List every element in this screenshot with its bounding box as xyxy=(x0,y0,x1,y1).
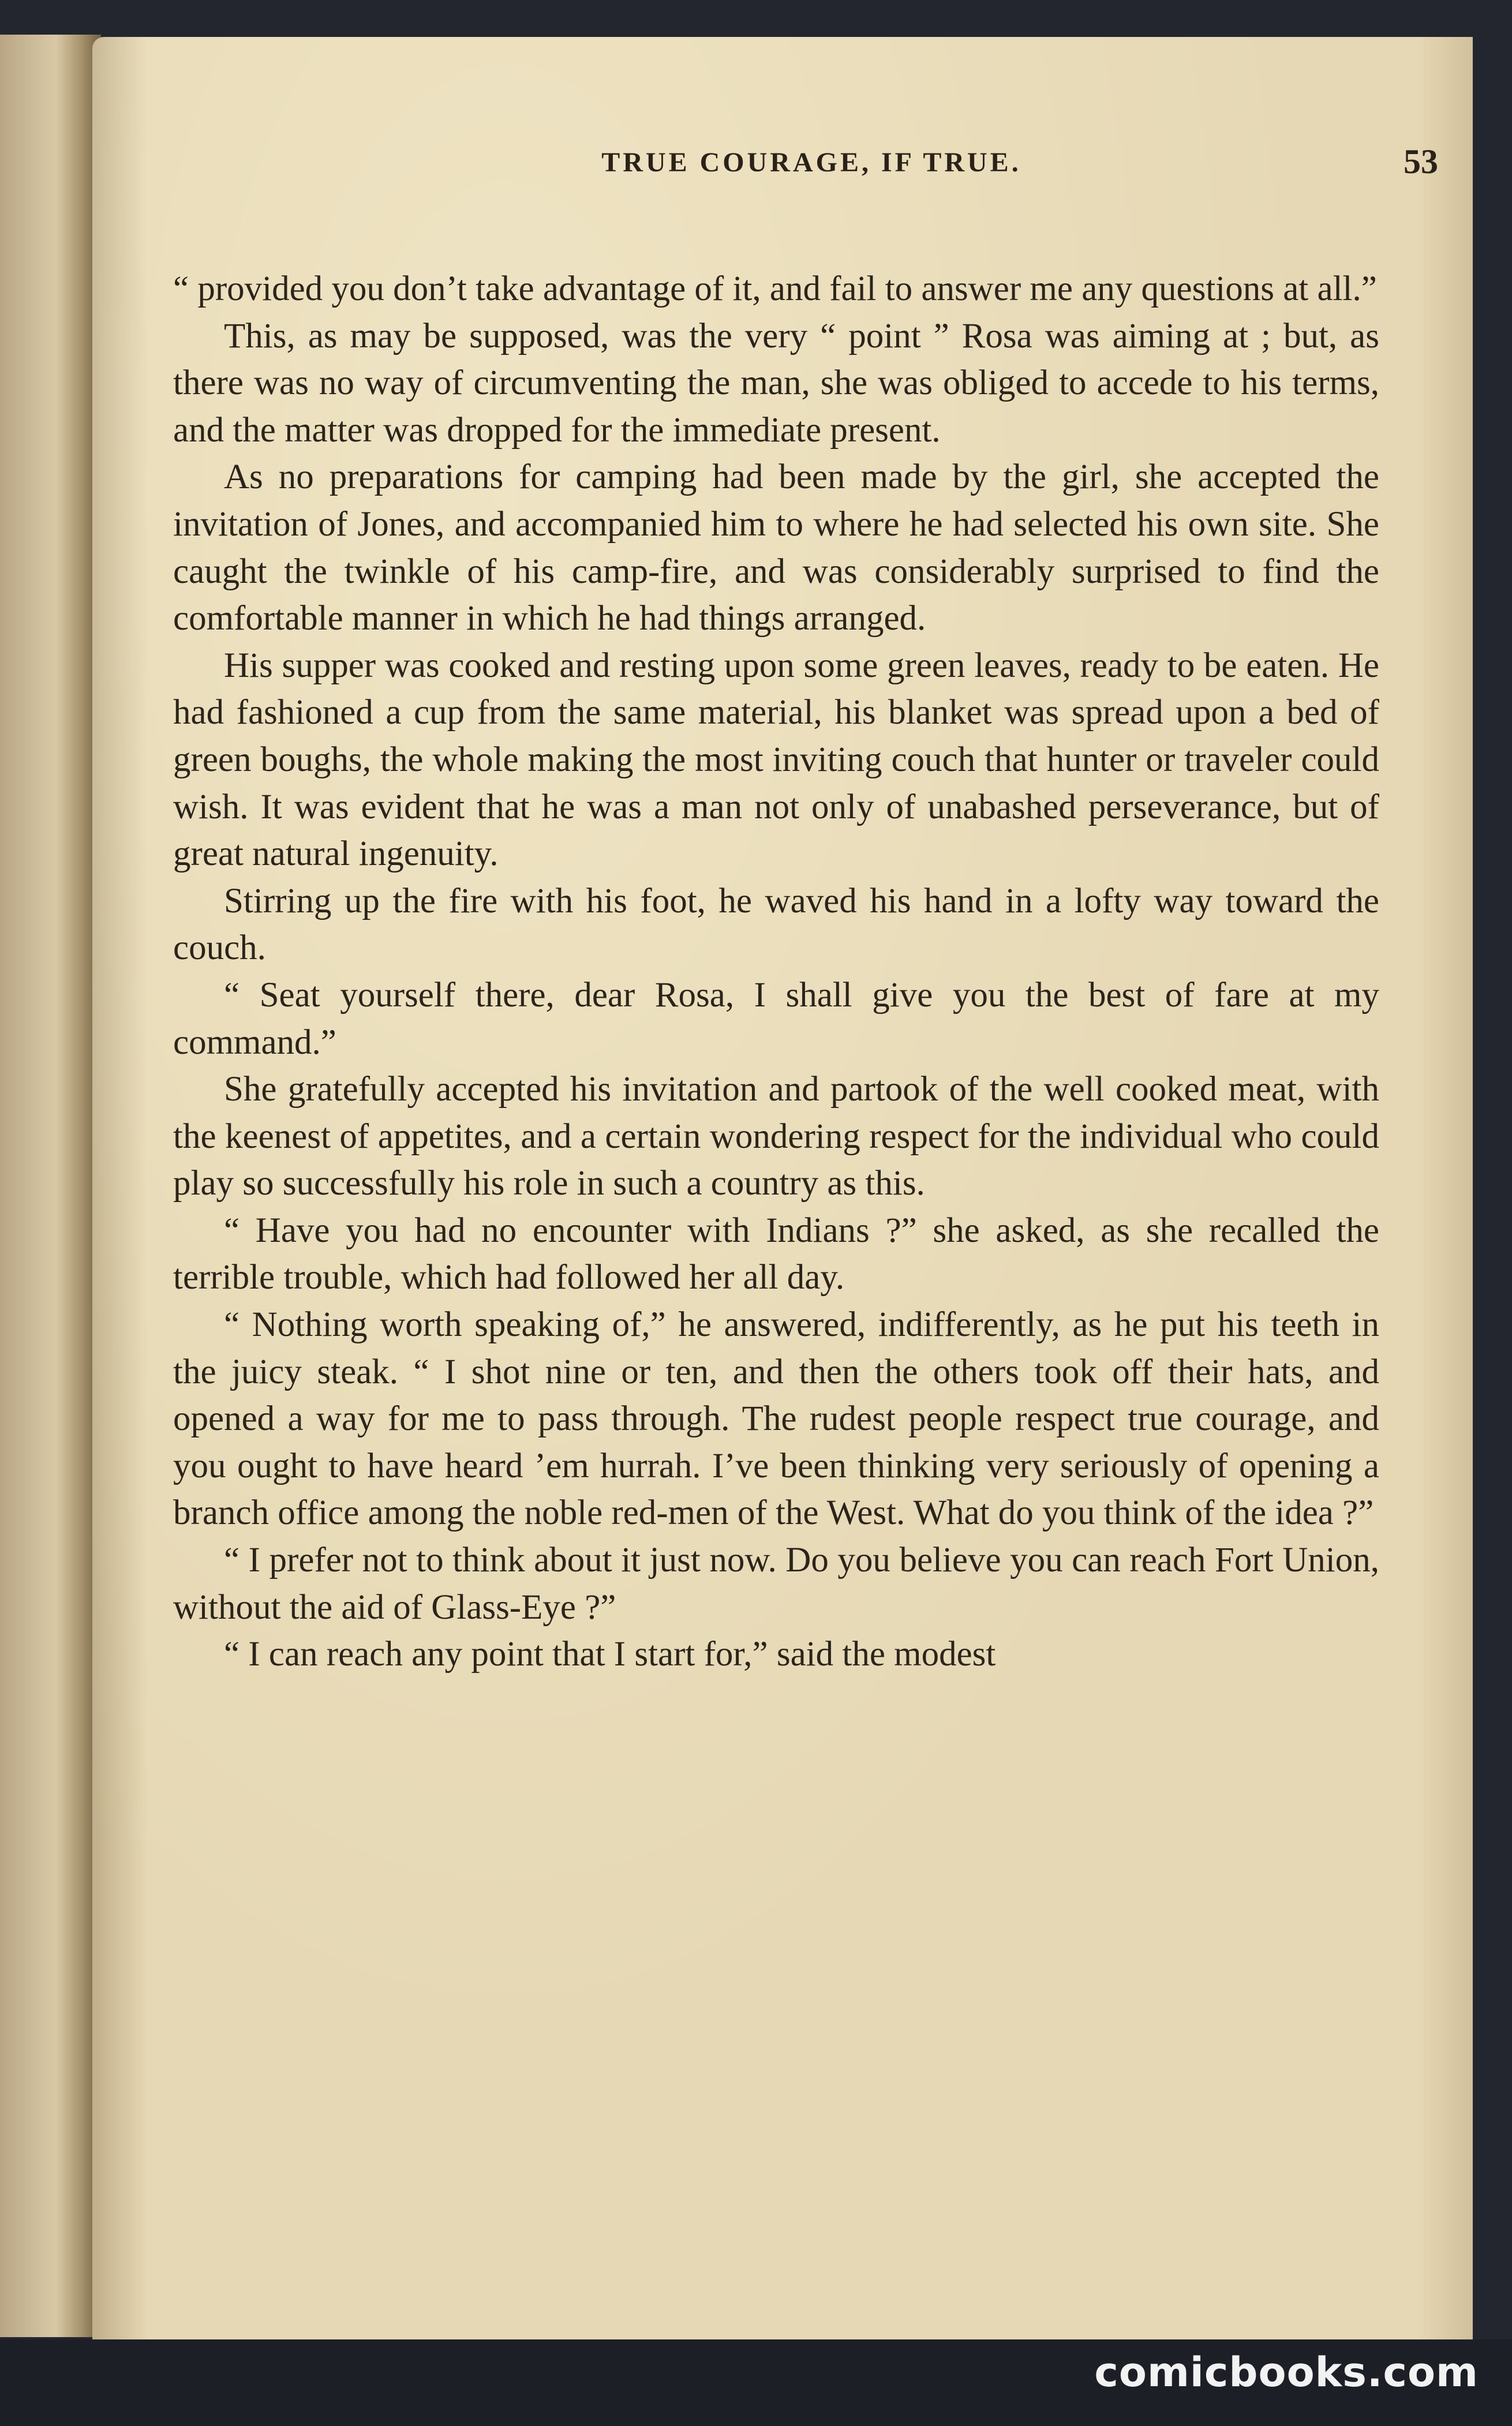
paragraph: “ Seat yourself there, dear Rosa, I shall give you the best of fare at my command.” xyxy=(173,975,1379,1062)
paragraph: As no preparations for camping had been made by the girl, she accepted the invitation of Jones, and accompanied him to where he had selected his own site. She caught the twinkle of his camp-fire, and was considerably surprised to find the comfortable manner in which he had things arranged. xyxy=(173,458,1379,638)
paragraph: His supper was cooked and resting upon some green leaves, ready to be eaten. He had fashioned a cup from the same material, his blanket was spread upon a bed of green boughs, the whole making the most inviting couch that hunter or traveler could wish. It was evident that he was a man not only of unabashed perseverance, but of great natural ingenuity. xyxy=(173,646,1379,874)
page-header xyxy=(185,143,1438,199)
page-text xyxy=(173,265,1379,1678)
watermark: comicbooks.com xyxy=(1094,2349,1479,2396)
running-title: TRUE COURAGE, IF TRUE. xyxy=(601,147,1021,178)
book-page xyxy=(92,37,1473,2343)
paragraph: “ I prefer not to think about it just now. Do you believe you can reach Fort Union, without the aid of Glass-Eye ?” xyxy=(173,1541,1379,1627)
paragraph: She gratefully accepted his invitation and partook of the well cooked meat, with the keenest of appetites, and a certain wondering respect for the individual who could play so successfully his role in such a country as this. xyxy=(173,1070,1379,1203)
paragraph: “ Nothing worth speaking of,” he answered, indifferently, as he put his teeth in the juicy steak. “ I shot nine or ten, and then the others took off their hats, and opened a way for me to pass through. The rudest people respect true courage, and you ought to have heard ’em hurrah. I’ve been thinking very seriously of opening a branch office among the noble red-men of the West. What do you think of the idea ?” xyxy=(173,1305,1379,1533)
paragraph: This, as may be supposed, was the very “ point ” Rosa was aiming at ; but, as there was no way of circumventing the man, she was obliged to accede to his terms, and the matter was dropped for the immediate present. xyxy=(173,316,1379,450)
paragraph: “ Have you had no encounter with Indians ?” she asked, as she recalled the terrible trouble, which had followed her all day. xyxy=(173,1211,1379,1297)
paragraph: “ I can reach any point that I start for,” said the modest xyxy=(224,1635,996,1674)
book-left-edge xyxy=(0,35,101,2337)
page-number: 53 xyxy=(1404,143,1438,181)
paragraph: “ provided you don’t take advantage of it, and fail to answer me any questions at all.” xyxy=(173,269,1377,308)
paragraph: Stirring up the fire with his foot, he waved his hand in a lofty way toward the couch. xyxy=(173,881,1379,968)
